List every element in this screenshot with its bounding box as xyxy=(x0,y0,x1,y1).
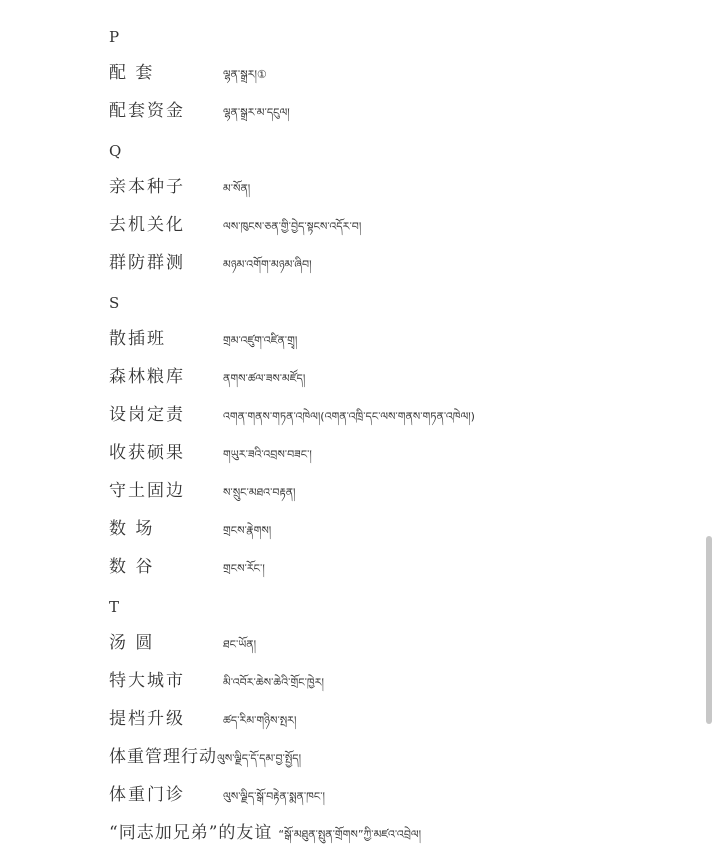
tibetan-term: ཐང་ཡོན། xyxy=(223,638,257,651)
tibetan-term: ལྷན་སྒྲར།① xyxy=(223,68,267,81)
chinese-term: 亲本种子 xyxy=(109,177,185,197)
entry-row xyxy=(109,60,679,98)
entry-row xyxy=(109,744,679,782)
tibetan-term: གཡུར་ཟའི་འབྲས་བཟང་། xyxy=(223,448,312,461)
entry-row xyxy=(109,630,679,668)
tibetan-term: གྲངས་རོང་། xyxy=(223,562,265,575)
chinese-term: 提档升级 xyxy=(109,709,185,729)
section-letter-p: P xyxy=(109,28,120,46)
chinese-term: 汤 圆 xyxy=(109,633,155,653)
chinese-term: 收获硕果 xyxy=(109,443,185,463)
chinese-term: 配套资金 xyxy=(109,101,185,121)
tibetan-term: མཉམ་འགོག་མཉམ་ཞིབ། xyxy=(223,258,312,271)
chinese-term: 数 谷 xyxy=(109,557,155,577)
tibetan-term: ནགས་ཚལ་ཟས་མཛོད། xyxy=(223,372,306,385)
entry-row xyxy=(109,250,679,288)
chinese-term: 散插班 xyxy=(109,329,166,349)
chinese-term: 森林粮库 xyxy=(109,367,185,387)
chinese-term: 设岗定责 xyxy=(109,405,185,425)
entry-row xyxy=(109,326,679,364)
chinese-term: 体重门诊 xyxy=(109,785,185,805)
entry-row xyxy=(109,98,679,136)
tibetan-term: “སྒོ་མཐུན་སྤུན་གྲོགས”ཀྱི་མཛའ་འབྲེལ། xyxy=(278,828,422,841)
entry-row xyxy=(109,440,679,478)
entry-row xyxy=(109,668,679,706)
entry-row xyxy=(109,782,679,820)
entry-row xyxy=(109,516,679,554)
glossary-list xyxy=(109,22,679,858)
tibetan-term: གྲངས་རྣེགས། xyxy=(223,524,272,537)
section-letter-q: Q xyxy=(109,142,122,160)
entry-row xyxy=(109,554,679,592)
entry-row xyxy=(109,212,679,250)
section-letter-s: S xyxy=(109,294,120,312)
tibetan-term: གྲམ་འཛུག་འཛིན་གྲྭ། xyxy=(223,334,298,347)
chinese-term: 守土固边 xyxy=(109,481,185,501)
entry-row xyxy=(109,364,679,402)
entry-row xyxy=(109,706,679,744)
chinese-term: 去机关化 xyxy=(109,215,185,235)
tibetan-term: ལས་ཁུངས་ཅན་གྱི་བྱེད་སྟངས་འདོར་བ། xyxy=(223,220,362,233)
chinese-term: 数 场 xyxy=(109,519,155,539)
tibetan-term: འགན་གནས་གཏན་འཁེལ།(འགན་འཁྲི་དང་ལས་གནས་གཏན་འཁེལ།) xyxy=(223,410,475,423)
tibetan-term: མི་འབོར་ཆེས་ཆེའི་གྲོང་ཁྱེར། xyxy=(223,676,324,689)
tibetan-term: ལྷན་སྒྲར་མ་དངུལ། xyxy=(223,106,290,119)
tibetan-term: ལུས་ལྗིད་དོ་དམ་བྱ་སྤྱོད། xyxy=(217,752,302,765)
chinese-term: 配 套 xyxy=(109,63,155,83)
chinese-term: 特大城市 xyxy=(109,671,185,691)
chinese-term: “同志加兄弟”的友谊 xyxy=(109,823,273,843)
chinese-term: 体重管理行动 xyxy=(109,747,217,767)
tibetan-term: ཚད་རིམ་གཉིས་སྤར། xyxy=(223,714,297,727)
tibetan-term: ས་སྲུང་མཐའ་བརྟན། xyxy=(223,486,296,499)
entry-row xyxy=(109,402,679,440)
section-letter-t: T xyxy=(109,598,120,616)
entry-row xyxy=(109,478,679,516)
entry-row xyxy=(109,174,679,212)
tibetan-term: ལུས་ལྗིད་སྒོ་བརྟེན་སྨན་ཁང་། xyxy=(223,790,325,803)
chinese-term: 群防群测 xyxy=(109,253,185,273)
entry-row xyxy=(109,820,679,858)
vertical-scrollbar[interactable] xyxy=(706,536,712,724)
tibetan-term: མ་སོན། xyxy=(223,182,251,195)
